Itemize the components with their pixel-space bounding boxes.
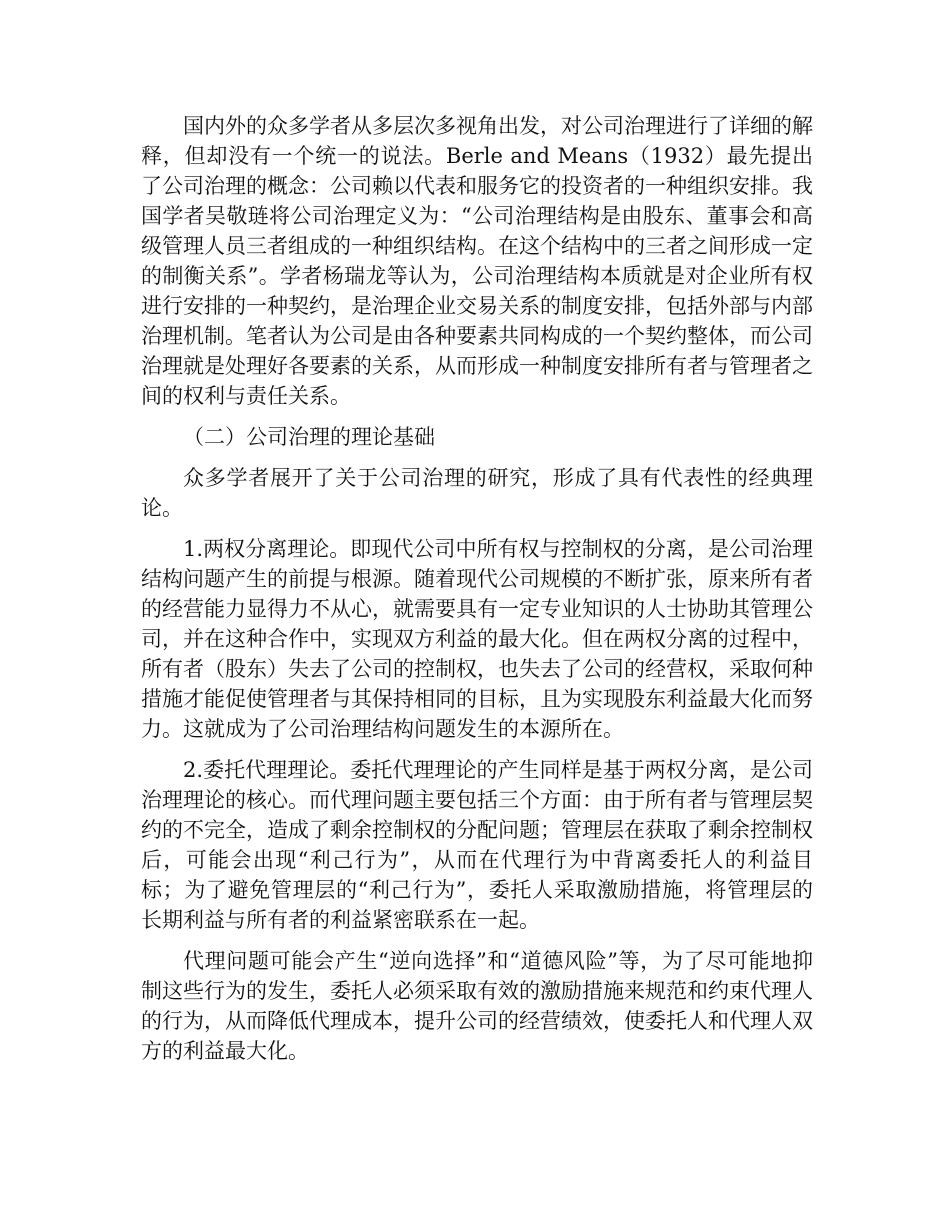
- paragraph-principal-agent-theory: 2.委托代理理论。委托代理理论的产生同样是基于两权分离，是公司治理理论的核心。而代理问题主要包括三个方面：由于所有者与管理层契约的不完全，造成了剩余控制权的分配问题；管理层在获取了剩余控制权后，可能会出现“利己行为”，从而在代理行为中背离委托人的利益目标；为了避免管理层的“利己行为”，委托人采取激励措施，将管理层的长期利益与所有者的利益紧密联系在一起。: [141, 758, 813, 932]
- document-body: [141, 111, 813, 1077]
- section-heading-theory-basis: （二）公司治理的理论基础: [183, 425, 435, 449]
- paragraph-separation-theory: 1.两权分离理论。即现代公司中所有权与控制权的分离，是公司治理结构问题产生的前提与根源。随着现代公司规模的不断扩张，原来所有者的经营能力显得力不从心，就需要具有一定专业知识的人士协助其管理公司，并在这种合作中，实现双方利益的最大化。但在两权分离的过程中，所有者（股东）失去了公司的控制权，也失去了公司的经营权，采取何种措施才能促使管理者与其保持相同的目标，且为实现股东利益最大化而努力。这就成为了公司治理结构问题发生的本源所在。: [141, 537, 813, 741]
- paragraph-agency-problems: 代理问题可能会产生“逆向选择”和“道德风险”等，为了尽可能地抑制这些行为的发生，委托人必须采取有效的激励措施来规范和约束代理人的行为，从而降低代理成本，提升公司的经营绩效，使委托人和代理人双方的利益最大化。: [141, 949, 813, 1063]
- paragraph-classic-theories-intro: 众多学者展开了关于公司治理的研究，形成了具有代表性的经典理论。: [141, 466, 813, 520]
- paragraph-corporate-governance-definition: 国内外的众多学者从多层次多视角出发，对公司治理进行了详细的解释，但却没有一个统一的说法。Berle and Means（1932）最先提出了公司治理的概念：公司赖以代表和服务它的投资者的一种组织安排。我国学者吴敬琏将公司治理定义为：“公司治理结构是由股东、董事会和高级管理人员三者组成的一种组织结构。在这个结构中的三者之间形成一定的制衡关系”。学者杨瑞龙等认为，公司治理结构本质就是对企业所有权进行安排的一种契约，是治理企业交易关系的制度安排，包括外部与内部治理机制。笔者认为公司是由各种要素共同构成的一个契约整体，而公司治理就是处理好各要素的关系，从而形成一种制度安排所有者与管理者之间的权利与责任关系。: [141, 114, 813, 408]
